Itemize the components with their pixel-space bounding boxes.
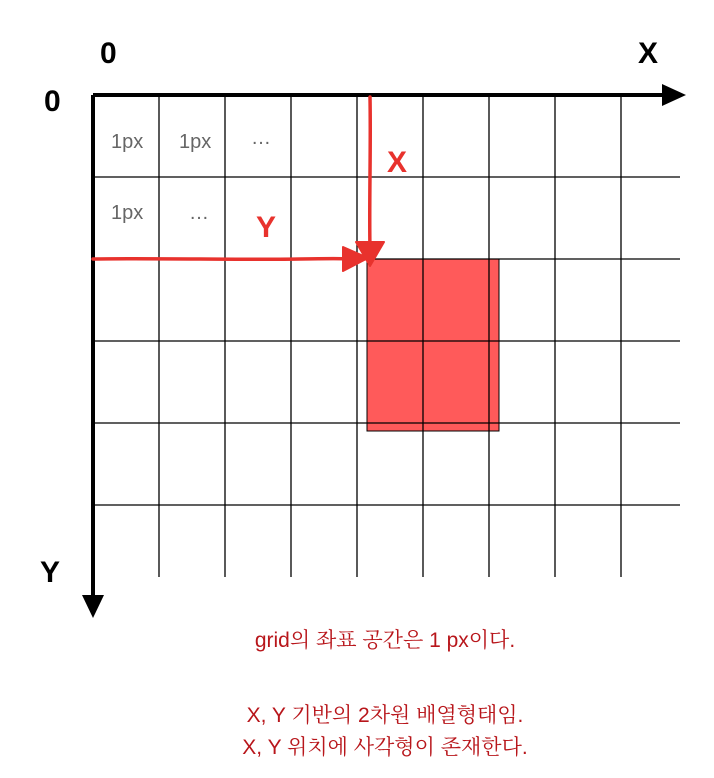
caption-line-1: grid의 좌표 공간은 1 px이다. bbox=[254, 629, 516, 652]
highlighted-rectangle bbox=[367, 259, 499, 431]
cell-label-3: … bbox=[251, 127, 271, 149]
origin-x-label: 0 bbox=[100, 37, 117, 70]
x-offset-arrow-line bbox=[370, 97, 371, 250]
y-offset-arrow-line bbox=[93, 259, 355, 260]
y-axis-arrowhead bbox=[82, 595, 104, 618]
x-axis-label: X bbox=[638, 37, 659, 70]
cell-label-5: … bbox=[189, 202, 209, 224]
origin-y-label: 0 bbox=[44, 85, 61, 118]
y-axis-label: Y bbox=[40, 556, 61, 589]
cell-label-2: 1px bbox=[179, 131, 212, 153]
cell-label-1: 1px bbox=[111, 131, 144, 153]
x-axis-arrowhead bbox=[662, 84, 686, 106]
y-offset-label: Y bbox=[256, 211, 277, 244]
x-offset-label: X bbox=[387, 146, 408, 179]
caption-line-2: X, Y 기반의 2차원 배열형태임. bbox=[246, 704, 524, 727]
caption-line-3: X, Y 위치에 사각형이 존재한다. bbox=[242, 736, 528, 759]
cell-label-4: 1px bbox=[111, 202, 144, 224]
